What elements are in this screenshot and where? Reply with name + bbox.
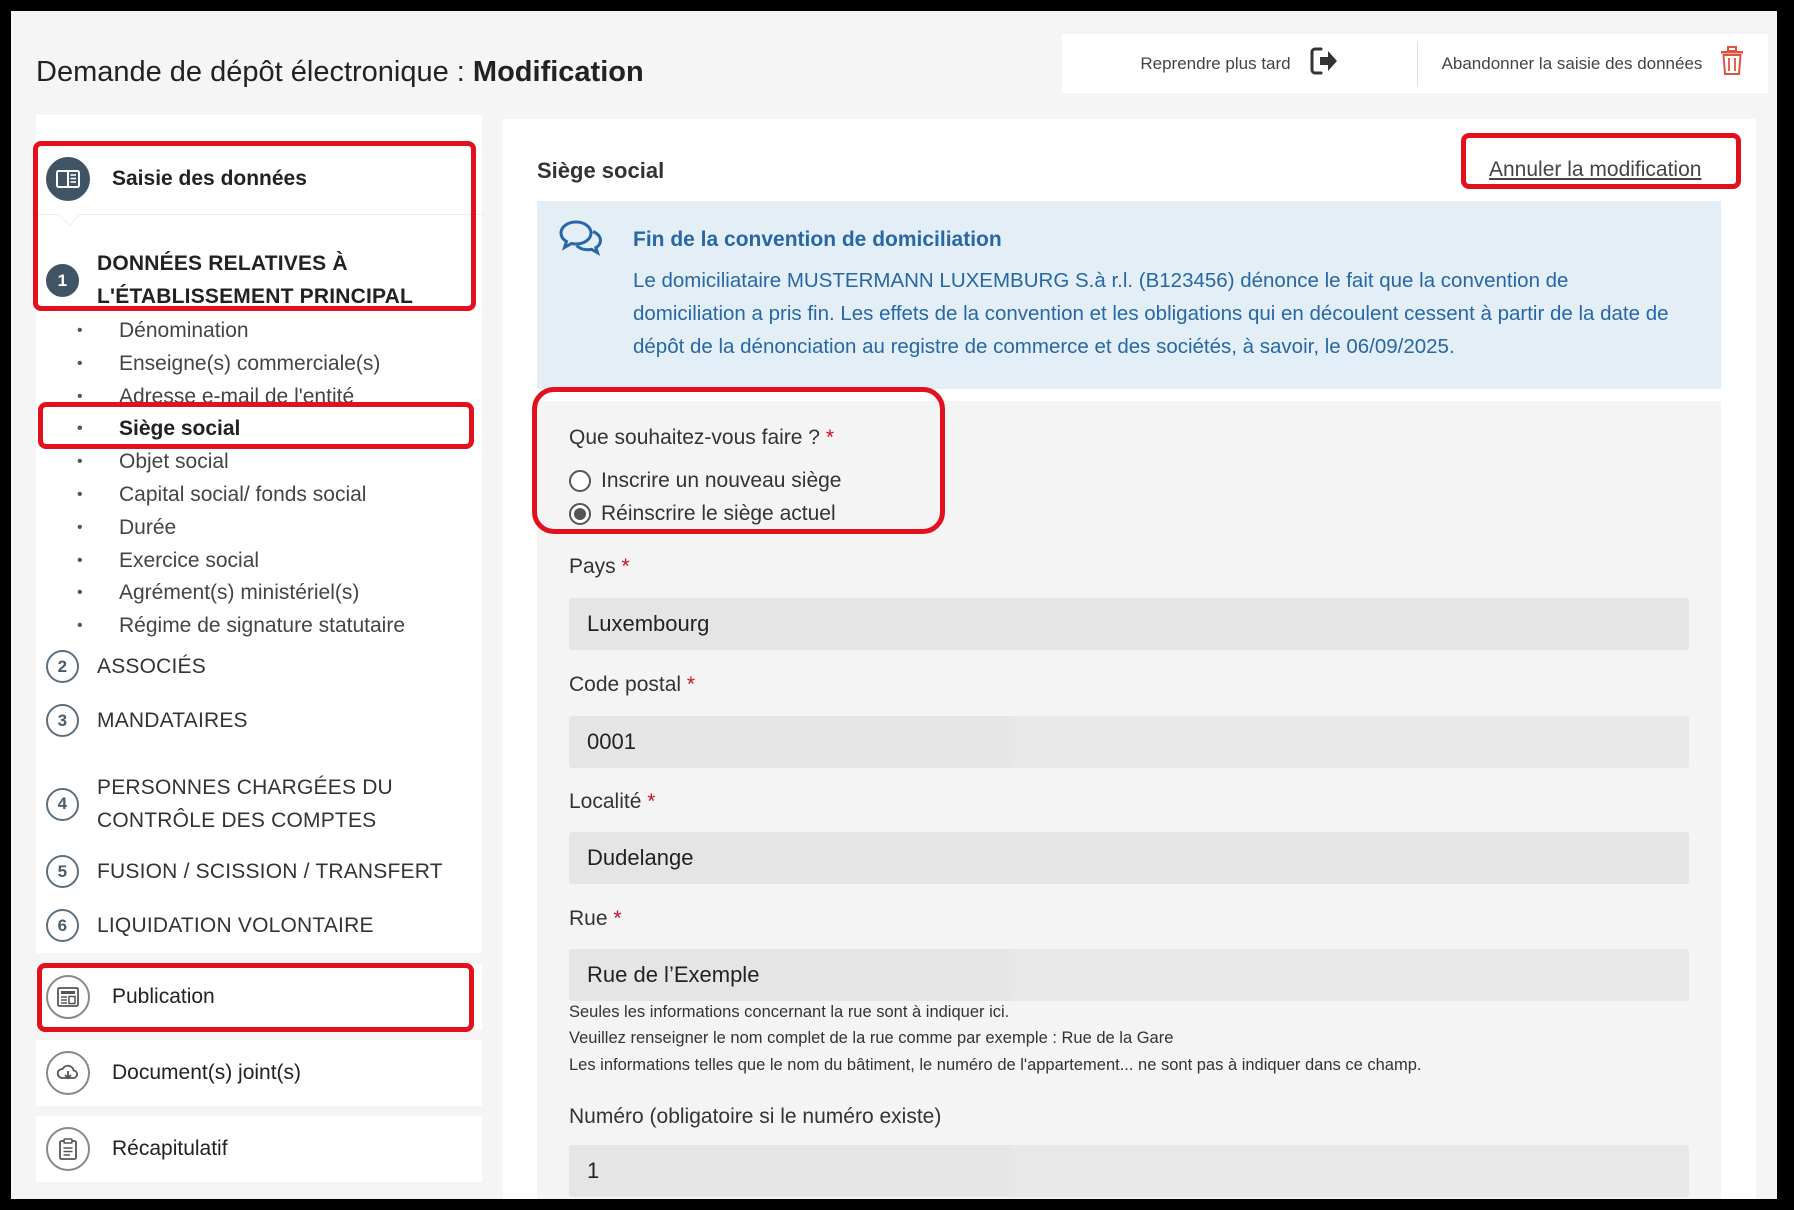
step-label: LIQUIDATION VOLONTAIRE (97, 913, 374, 937)
resume-later-label: Reprendre plus tard (1140, 53, 1291, 73)
subnav-item-email[interactable]: • Adresse e-mail de l'entité (71, 381, 405, 414)
summary-label: Récapitulatif (112, 1137, 228, 1160)
step-number-badge: 4 (46, 788, 79, 821)
street-help-line-1: Seules les informations concernant la rue sont à indiquer ici. (569, 1003, 1010, 1021)
page-title (36, 56, 644, 89)
step-2-partners[interactable] (46, 650, 206, 683)
step-1-subnav (71, 315, 405, 643)
field-shade (1009, 1145, 1689, 1197)
active-notch (57, 214, 83, 227)
app-window (11, 11, 1777, 1199)
street-help-line-2: Veuillez renseigner le nom complet de la rue comme par exemple : Rue de la Gare (569, 1029, 1174, 1047)
trash-icon (1720, 46, 1744, 81)
subnav-item-denomination[interactable]: • Dénomination (71, 315, 405, 348)
section-title: Siège social (537, 158, 665, 183)
country-label-text: Pays (569, 555, 616, 578)
subnav-item-fiscal-year[interactable]: • Exercice social (71, 545, 405, 578)
step-number-badge: 3 (46, 704, 79, 737)
step-label: MANDATAIRES (97, 708, 248, 732)
country-field[interactable] (569, 598, 1689, 650)
sidebar-item-documents[interactable] (36, 1040, 482, 1106)
resume-later-button[interactable] (1062, 34, 1417, 93)
step-6-liquidation[interactable] (46, 909, 374, 942)
field-shade (1009, 716, 1689, 768)
number-value: 1 (587, 1158, 600, 1183)
option-label: Inscrire un nouveau siège (601, 469, 842, 492)
cancel-modification-link[interactable]: Annuler la modification (1489, 158, 1702, 181)
street-label (569, 907, 622, 931)
locality-label (569, 790, 655, 814)
postal-code-label-text: Code postal (569, 673, 682, 696)
subnav-item-registered-office[interactable]: • Siège social (71, 413, 405, 446)
postal-code-label (569, 673, 695, 697)
radio-new-office[interactable] (569, 470, 591, 492)
street-value: Rue de l’Exemple (587, 962, 760, 987)
step-number-badge: 6 (46, 909, 79, 942)
publication-label: Publication (112, 985, 215, 1008)
sidebar-item-publication[interactable] (36, 964, 482, 1030)
locality-label-text: Localité (569, 790, 642, 813)
locality-value: Dudelange (587, 845, 694, 870)
step-label: PERSONNES CHARGÉES DU CONTRÔLE DES COMPTES (97, 776, 393, 832)
sidebar-divider (36, 214, 482, 215)
newspaper-icon (46, 975, 90, 1019)
info-text: Le domiciliataire MUSTERMANN LUXEMBURG S.à r.l. (B123456) dénonce le fait que la convention de domiciliation a pris fin. Les effets de la convention et les obligations qui en découlent cessent à partir de la date de dépôt de la dénonciation au registre de commerce et des sociétés, à savoir, le 06/09/2025. (633, 269, 1669, 358)
locality-field[interactable] (569, 832, 1689, 884)
option-new-office[interactable] (569, 469, 842, 493)
book-icon (46, 157, 90, 201)
info-notice (537, 201, 1721, 389)
question-text: Que souhaitez-vous faire ? (569, 426, 820, 449)
data-entry-label: Saisie des données (112, 167, 307, 190)
subnav-item-signature-regime[interactable]: • Régime de signature statutaire (71, 610, 405, 643)
required-mark: * (825, 426, 835, 449)
exit-icon (1309, 46, 1339, 81)
abandon-entry-button[interactable] (1418, 34, 1768, 93)
subnav-item-corporate-purpose[interactable]: • Objet social (71, 446, 405, 479)
required-mark: * (686, 673, 696, 696)
abandon-entry-label: Abandonner la saisie des données (1441, 53, 1703, 73)
top-actions-bar (1062, 34, 1768, 93)
field-shade (1009, 949, 1689, 1001)
country-label (569, 555, 630, 579)
step-5-merger[interactable] (46, 855, 443, 888)
street-help-line-3: Les informations telles que le nom du bâtiment, le numéro de l'appartement... ne sont pas à indiquer dans ce champ. (569, 1056, 1422, 1074)
sidebar-item-summary[interactable] (36, 1116, 482, 1182)
step-3-agents[interactable] (46, 704, 248, 737)
info-title: Fin de la convention de domiciliation (633, 228, 1002, 251)
page-title-mode: Modification (472, 56, 644, 88)
number-field[interactable] (569, 1145, 1689, 1197)
chat-bubbles-icon (559, 219, 603, 262)
action-question (569, 426, 834, 450)
step-label: DONNÉES RELATIVES À L'ÉTABLISSEMENT PRINCIPAL (97, 252, 414, 308)
subnav-item-duration[interactable]: • Durée (71, 512, 405, 545)
country-value: Luxembourg (587, 611, 710, 636)
option-reregister-office[interactable] (569, 502, 836, 526)
radio-reregister-office[interactable] (569, 503, 591, 525)
clipboard-icon (46, 1127, 90, 1171)
number-label: Numéro (obligatoire si le numéro existe) (569, 1105, 942, 1128)
required-mark: * (613, 907, 622, 930)
cloud-upload-icon (46, 1051, 90, 1095)
option-label: Réinscrire le siège actuel (601, 502, 836, 525)
postal-code-value: 0001 (587, 729, 636, 754)
required-mark: * (647, 790, 656, 813)
required-mark: * (621, 555, 630, 578)
step-label: FUSION / SCISSION / TRANSFERT (97, 859, 443, 883)
street-label-text: Rue (569, 907, 608, 930)
page-title-prefix: Demande de dépôt électronique : (36, 56, 473, 88)
step-1-main-establishment[interactable] (46, 247, 427, 313)
step-4-auditors[interactable] (46, 771, 427, 837)
documents-label: Document(s) joint(s) (112, 1061, 302, 1084)
subnav-item-share-capital[interactable]: • Capital social/ fonds social (71, 479, 405, 512)
step-number-badge: 1 (46, 264, 79, 297)
step-number-badge: 5 (46, 855, 79, 888)
step-number-badge: 2 (46, 650, 79, 683)
sidebar-item-data-entry[interactable] (46, 157, 307, 201)
street-field[interactable] (569, 949, 1689, 1001)
subnav-item-trade-names[interactable]: • Enseigne(s) commerciale(s) (71, 348, 405, 381)
postal-code-field[interactable] (569, 716, 1689, 768)
subnav-item-ministerial-approvals[interactable]: • Agrément(s) ministériel(s) (71, 577, 405, 610)
step-label: ASSOCIÉS (97, 654, 206, 678)
